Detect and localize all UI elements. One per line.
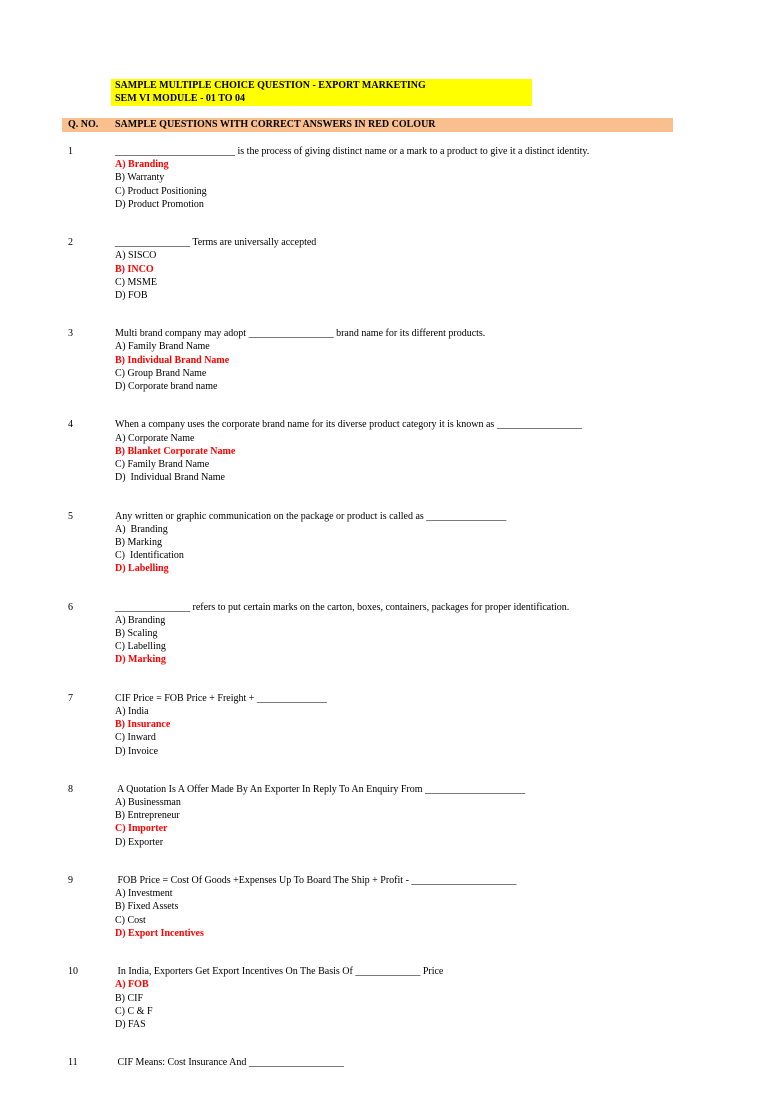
question-item xyxy=(0,601,768,667)
answer-option: B) Entrepreneur xyxy=(115,810,180,822)
answer-option: D) Invoice xyxy=(115,745,159,757)
answer-option: C) Labelling xyxy=(115,641,166,653)
correct-answer-option: B) Individual Brand Name xyxy=(115,354,230,366)
question-text: FOB Price = Cost Of Goods +Expenses Up To Board The Ship + Profit - _____________________ xyxy=(115,875,517,886)
correct-answer-option: A) Branding xyxy=(115,159,169,171)
question-text: In India, Exporters Get Export Incentives On The Basis Of _____________ Price xyxy=(115,966,444,978)
question-item xyxy=(0,1056,768,1069)
answer-option: D) FAS xyxy=(115,1018,146,1030)
question-body xyxy=(115,1056,715,1069)
answer-option: D) Corporate brand name xyxy=(115,381,218,392)
question-number: 7 xyxy=(68,692,73,704)
question-number: 4 xyxy=(68,419,73,431)
correct-answer-option: D) Export Incentives xyxy=(115,927,204,939)
question-body xyxy=(115,418,715,484)
answer-option: A) Branding xyxy=(115,523,168,535)
answer-option: A) Branding xyxy=(115,614,166,626)
question-text: CIF Means: Cost Insurance And ___________________ xyxy=(115,1057,344,1069)
question-text: When a company uses the corporate brand name for its diverse product category it is known as _________________ xyxy=(115,419,582,431)
answer-option: C) Family Brand Name xyxy=(115,458,210,470)
answer-option: C) Product Positioning xyxy=(115,185,207,197)
question-item xyxy=(0,327,768,393)
question-body xyxy=(115,601,715,667)
answer-option: B) Marking xyxy=(115,536,162,548)
question-body xyxy=(115,965,715,1031)
question-number: 6 xyxy=(68,601,73,613)
document-title-box xyxy=(111,79,532,106)
question-number: 3 xyxy=(68,328,73,340)
answer-option: C) MSME xyxy=(115,276,157,288)
answer-option: C) C & F xyxy=(115,1005,153,1017)
answer-option: A) Family Brand Name xyxy=(115,341,210,353)
question-number: 8 xyxy=(68,783,73,795)
question-number: 11 xyxy=(68,1057,78,1069)
question-number: 1 xyxy=(68,146,73,157)
question-text: ________________________ is the process of giving distinct name or a mark to a product to give it a distinct identity. xyxy=(115,146,590,157)
question-text: _______________ Terms are universally accepted xyxy=(115,237,317,249)
question-number: 10 xyxy=(68,966,78,978)
question-item xyxy=(0,510,768,576)
correct-answer-option: D) Labelling xyxy=(115,563,169,575)
correct-answer-option: B) INCO xyxy=(115,263,154,275)
question-item xyxy=(0,418,768,484)
question-item xyxy=(0,692,768,758)
questions-header-row xyxy=(62,118,673,132)
document-subtitle: SEM VI MODULE - 01 TO 04 xyxy=(115,93,246,104)
correct-answer-option: B) Blanket Corporate Name xyxy=(115,445,236,457)
correct-answer-option: A) FOB xyxy=(115,979,149,991)
question-text: _______________ refers to put certain marks on the carton, boxes, containers, packages for proper identification. xyxy=(115,601,570,613)
question-item xyxy=(0,783,768,849)
question-item xyxy=(0,236,768,302)
question-body xyxy=(115,236,715,302)
question-text: A Quotation Is A Offer Made By An Exporter In Reply To An Enquiry From ____________________ xyxy=(115,783,526,795)
header-questions-label: SAMPLE QUESTIONS WITH CORRECT ANSWERS IN RED COLOUR xyxy=(115,119,436,130)
document-title: SAMPLE MULTIPLE CHOICE QUESTION - EXPORT MARKETING xyxy=(115,80,426,91)
question-body xyxy=(115,327,715,393)
question-body xyxy=(115,145,715,211)
correct-answer-option: D) Marking xyxy=(115,654,166,666)
question-item xyxy=(0,965,768,1031)
answer-option: C) Cost xyxy=(115,914,146,926)
question-body xyxy=(115,783,715,849)
question-number: 9 xyxy=(68,875,73,886)
question-item xyxy=(0,874,768,940)
answer-option: C) Inward xyxy=(115,732,156,744)
question-text: Any written or graphic communication on the package or product is called as ________________ xyxy=(115,510,507,522)
answer-option: A) Businessman xyxy=(115,797,181,809)
answer-option: D) Product Promotion xyxy=(115,198,204,210)
answer-option: A) Investment xyxy=(115,888,173,900)
question-number: 5 xyxy=(68,510,73,522)
answer-option: B) Warranty xyxy=(115,172,165,184)
question-body xyxy=(115,692,715,758)
question-text: CIF Price = FOB Price + Freight + ______________ xyxy=(115,692,327,704)
question-body xyxy=(115,874,715,940)
answer-option: A) India xyxy=(115,705,149,717)
question-text: Multi brand company may adopt _________________ brand name for its different products. xyxy=(115,328,486,340)
correct-answer-option: C) Importer xyxy=(115,823,168,835)
answer-option: D) Exporter xyxy=(115,836,164,848)
questions-list xyxy=(0,145,768,1095)
header-question-number: Q. NO. xyxy=(68,119,99,130)
question-body xyxy=(115,510,715,576)
question-number: 2 xyxy=(68,237,73,249)
answer-option: B) Fixed Assets xyxy=(115,901,179,913)
question-item xyxy=(0,145,768,211)
answer-option: D) Individual Brand Name xyxy=(115,472,225,484)
answer-option: C) Identification xyxy=(115,550,184,562)
answer-option: B) CIF xyxy=(115,992,144,1004)
answer-option: D) FOB xyxy=(115,289,148,301)
answer-option: B) Scaling xyxy=(115,628,158,639)
correct-answer-option: B) Insurance xyxy=(115,719,171,731)
answer-option: A) SISCO xyxy=(115,250,157,262)
answer-option: C) Group Brand Name xyxy=(115,367,207,379)
answer-option: A) Corporate Name xyxy=(115,432,195,444)
